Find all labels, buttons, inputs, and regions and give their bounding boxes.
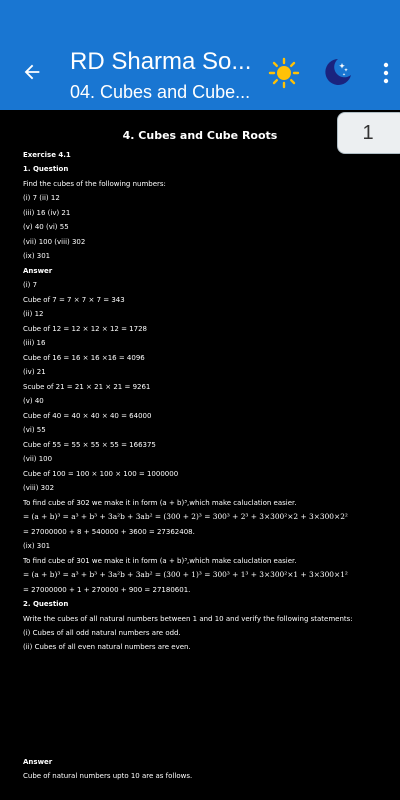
document-lines-bottom — [23, 755, 393, 784]
document-line: Cube of 40 = 40 × 40 × 40 = 64000 — [23, 411, 152, 420]
document-line: Cube of 16 = 16 × 16 ×16 = 4096 — [23, 353, 145, 362]
document-line: To find cube of 302 we make it in form (a + b)³,which make caluclation easier. — [23, 498, 297, 507]
document-line: Cube of 55 = 55 × 55 × 55 = 166375 — [23, 440, 156, 449]
document-line: Write the cubes of all natural numbers between 1 and 10 and verify the following statements: — [23, 614, 353, 623]
page-number-badge[interactable]: 1 — [337, 112, 400, 154]
document-title: 4. Cubes and Cube Roots — [122, 129, 278, 142]
document-line: = (a + b)³ = a³ + b³ + 3a²b + 3ab² = (300 + 1)³ = 300³ + 1³ + 3×300²×1 + 3×300×1² — [23, 570, 348, 580]
more-options-button[interactable] — [378, 60, 394, 86]
document-line: Exercise 4.1 — [23, 151, 71, 159]
document-line: (i) 7 — [23, 281, 38, 290]
document-line: Cube of 100 = 100 × 100 × 100 = 1000000 — [23, 469, 179, 478]
document-line: = (a + b)³ = a³ + b³ + 3a²b + 3ab² = (300 + 2)³ = 300³ + 2³ + 3×300²×2 + 3×300×2² — [23, 512, 348, 522]
document-line: Cube of 12 = 12 × 12 × 12 = 1728 — [23, 324, 147, 333]
chapter-subtitle: 04. Cubes and Cube... — [70, 82, 251, 102]
document-line: (iii) 16 — [23, 339, 46, 348]
back-button[interactable] — [18, 58, 46, 86]
document-lines — [23, 148, 393, 784]
document-line: (vii) 100 — [23, 455, 53, 464]
document-line: Scube of 21 = 21 × 21 × 21 = 9261 — [23, 382, 151, 391]
document-line: (viii) 302 — [23, 484, 55, 493]
document-line: Cube of 7 = 7 × 7 × 7 = 343 — [23, 295, 125, 304]
document-line: 1. Question — [23, 165, 69, 174]
app-title: RD Sharma So... — [70, 48, 252, 75]
document-line: (vii) 100 (viii) 302 — [23, 237, 86, 246]
document-line: Answer — [23, 266, 53, 275]
night-mode-button[interactable] — [321, 56, 353, 88]
document-line: (ix) 301 — [23, 252, 51, 261]
document-line: (v) 40 — [23, 397, 44, 406]
document-view[interactable] — [0, 110, 400, 800]
document-line: Answer — [23, 757, 53, 766]
app-bar — [0, 0, 400, 110]
document-line: = 27000000 + 1 + 270000 + 900 = 27180601. — [23, 585, 191, 594]
document-line: 2. Question — [23, 600, 69, 609]
document-line: (i) Cubes of all odd natural numbers are odd. — [23, 628, 181, 637]
document-line: (iv) 21 — [23, 368, 46, 377]
blank-space — [23, 655, 393, 755]
more-vert-icon — [378, 60, 394, 86]
document-line: (ii) 12 — [23, 310, 44, 319]
document-lines-top — [23, 148, 393, 655]
document-line: (ix) 301 — [23, 542, 51, 551]
document-line: (i) 7 (ii) 12 — [23, 194, 60, 203]
document-line: Find the cubes of the following numbers: — [23, 179, 166, 188]
document-line: (vi) 55 — [23, 426, 46, 435]
sun-icon — [268, 57, 300, 89]
moon-icon — [321, 56, 353, 88]
title-block — [70, 48, 260, 103]
document-line: (v) 40 (vi) 55 — [23, 223, 69, 232]
document-line: (iii) 16 (iv) 21 — [23, 208, 71, 217]
arrow-left-icon — [21, 61, 43, 83]
document-line: (ii) Cubes of all even natural numbers are even. — [23, 643, 191, 652]
document-line: To find cube of 301 we make it in form (a + b)³,which make caluclation easier. — [23, 556, 297, 565]
document-line: Cube of natural numbers upto 10 are as follows. — [23, 772, 193, 781]
document-line: = 27000000 + 8 + 540000 + 3600 = 27362408. — [23, 527, 195, 536]
day-mode-button[interactable] — [268, 57, 300, 89]
